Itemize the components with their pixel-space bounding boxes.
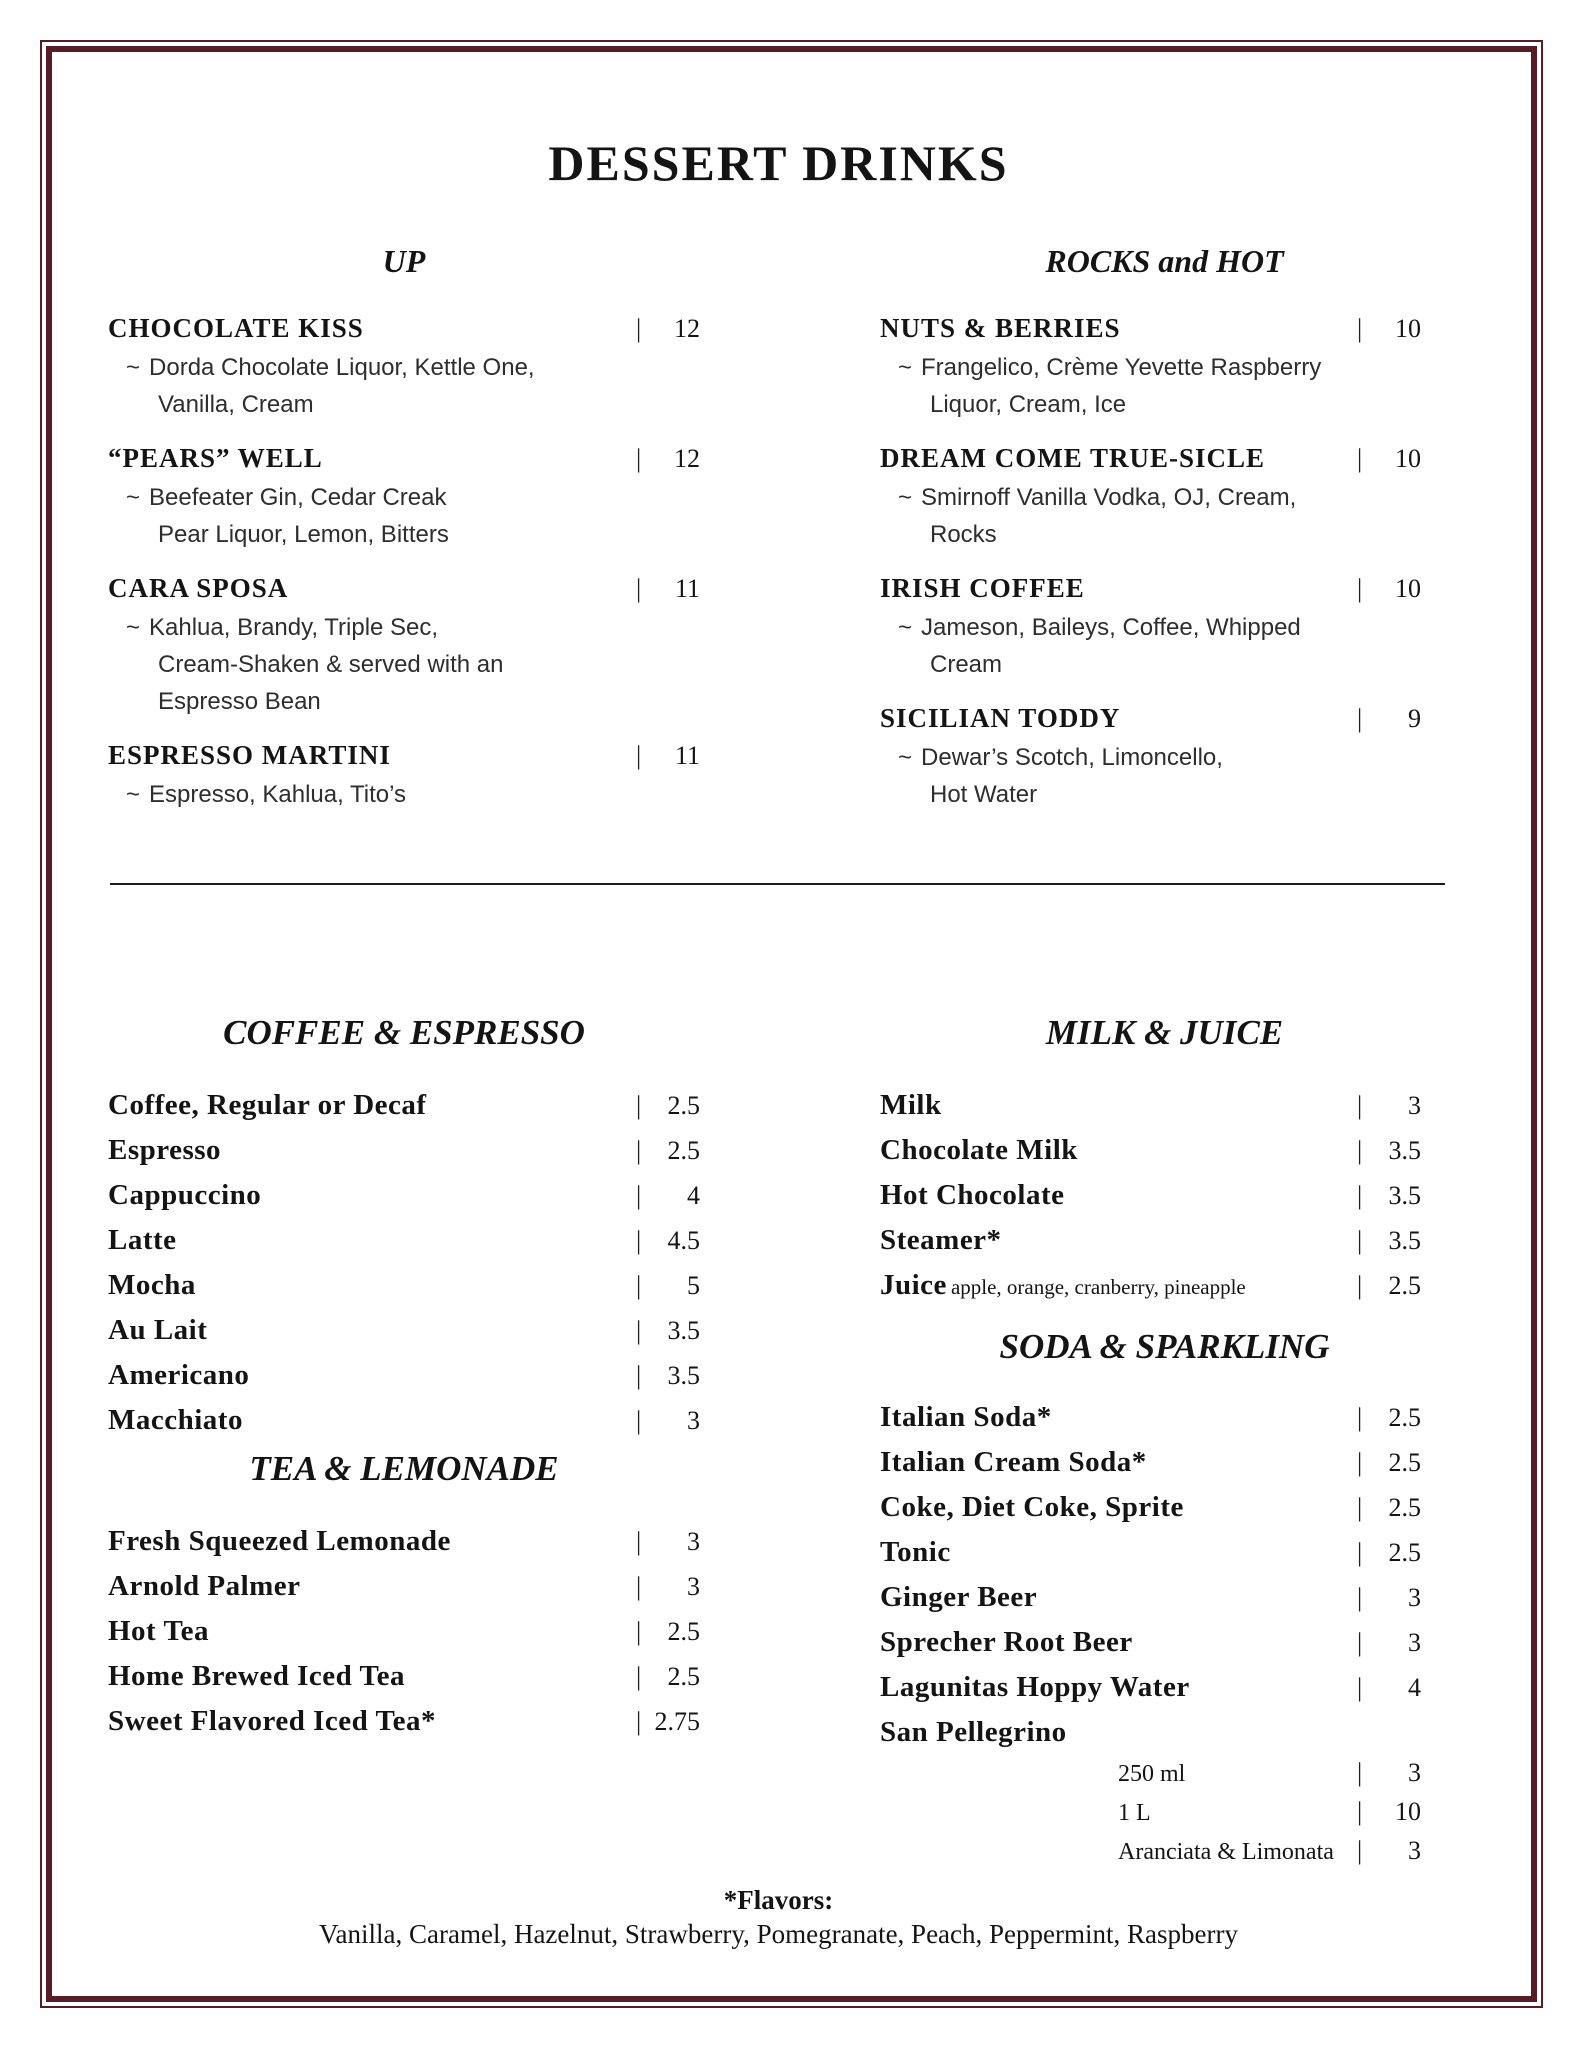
menu-row-italian-cream-soda: [880, 1440, 1449, 1485]
price-value: 3: [687, 1406, 700, 1435]
price-value: 10: [1395, 444, 1421, 473]
price-divider: |: [636, 1572, 642, 1601]
menu-item-cara-sposa: [108, 567, 700, 720]
item-name: DREAM COME TRUE-SICLE: [880, 443, 1266, 473]
coffee-item-list: [108, 1083, 700, 1443]
menu-row-san-pellegrino: [880, 1710, 1449, 1754]
item-name: Arnold Palmer: [108, 1570, 301, 1602]
item-price: [1357, 1264, 1421, 1308]
price-divider: |: [636, 574, 642, 603]
item-name: Hot Chocolate: [880, 1179, 1065, 1211]
tilde-prefix: ~: [898, 614, 913, 641]
description-text: Dewar’s Scotch, Limoncello,: [921, 744, 1223, 771]
menu-row-espresso: [108, 1128, 700, 1173]
section-tea-heading: TEA & LEMONADE: [249, 1449, 559, 1488]
item-name: Tonic: [880, 1536, 951, 1568]
item-name: CHOCOLATE KISS: [108, 313, 364, 343]
juice-varieties: apple, orange, cranberry, pineapple: [950, 1275, 1246, 1299]
section-rocks-and-hot: [880, 241, 1449, 827]
price-divider: |: [1357, 1136, 1363, 1165]
menu-row-lagunitas-hoppy-water: [880, 1665, 1449, 1710]
menu-row-ginger-beer: [880, 1575, 1449, 1620]
item-price: [636, 1655, 700, 1699]
item-description: Liquor, Cream, Ice: [930, 391, 1127, 418]
menu-subrow-1l: [880, 1793, 1449, 1832]
price-divider: |: [636, 1707, 642, 1736]
menu-row-coffee-regular-decaf: [108, 1083, 700, 1128]
menu-row-hot-chocolate: [880, 1173, 1449, 1218]
price-value: 3.5: [1388, 1181, 1421, 1210]
menu-subrow-aranciata-limonata: [880, 1832, 1449, 1871]
item-description: [108, 776, 700, 813]
tea-item-list: [108, 1519, 700, 1744]
price-value: 3: [1408, 1758, 1421, 1787]
price-value: 3: [1408, 1583, 1421, 1612]
tilde-prefix: ~: [898, 744, 913, 771]
menu-row-chocolate-milk: [880, 1128, 1449, 1173]
item-name: Mocha: [108, 1269, 196, 1301]
item-price: [636, 1174, 700, 1218]
price-value: 3: [687, 1527, 700, 1556]
item-description: [108, 349, 700, 386]
price-divider: |: [1357, 1448, 1363, 1477]
price-value: 2.5: [1388, 1493, 1421, 1522]
price-value: 2.5: [1388, 1271, 1421, 1300]
price-value: 2.5: [667, 1617, 700, 1646]
item-name: Lagunitas Hoppy Water: [880, 1671, 1190, 1703]
tilde-prefix: ~: [126, 781, 141, 808]
section-milk-heading: MILK & JUICE: [1045, 1013, 1284, 1052]
flavors-footer: [108, 1883, 1449, 1951]
item-description: [880, 739, 1449, 776]
item-name: Italian Soda*: [880, 1401, 1052, 1433]
item-price: [636, 1520, 700, 1564]
item-description: [108, 609, 700, 646]
item-description: Hot Water: [930, 781, 1038, 808]
price-divider: |: [1357, 1758, 1363, 1787]
price-divider: |: [636, 1316, 642, 1345]
price-divider: |: [1357, 1628, 1363, 1657]
menu-row-arnold-palmer: [108, 1564, 700, 1609]
price-divider: |: [1357, 1797, 1363, 1826]
item-price: [1357, 444, 1421, 474]
item-price: [1357, 1129, 1421, 1173]
item-price: [1357, 574, 1421, 604]
menu-row-macchiato: [108, 1398, 700, 1443]
flavors-label: *Flavors:: [723, 1885, 834, 1915]
milk-item-list: [880, 1083, 1449, 1309]
page-title: DESSERT DRINKS: [548, 135, 1009, 191]
price-divider: |: [636, 1617, 642, 1646]
price-divider: |: [1357, 704, 1363, 733]
item-description: [880, 479, 1449, 516]
price-divider: |: [1357, 1836, 1363, 1865]
item-name: Coke, Diet Coke, Sprite: [880, 1491, 1184, 1523]
menu-item-espresso-martini: [108, 734, 700, 813]
item-price: [636, 1264, 700, 1308]
item-description: Espresso Bean: [158, 688, 321, 715]
item-name: SICILIAN TODDY: [880, 703, 1121, 733]
item-price: [1357, 1754, 1421, 1792]
soda-item-list: [880, 1395, 1449, 1871]
item-price: [636, 1610, 700, 1654]
price-divider: |: [1357, 1538, 1363, 1567]
price-divider: |: [1357, 1583, 1363, 1612]
menu-row-au-lait: [108, 1308, 700, 1353]
menu-item-irish-coffee: [880, 567, 1449, 683]
price-value: 3.5: [1388, 1136, 1421, 1165]
item-price: [636, 1129, 700, 1173]
menu-item-chocolate-kiss: [108, 307, 700, 423]
item-name: Macchiato: [108, 1404, 243, 1436]
cocktail-columns: [108, 241, 1449, 827]
item-price: [636, 1084, 700, 1128]
price-value: 2.5: [1388, 1448, 1421, 1477]
item-name: Milk: [880, 1089, 942, 1121]
item-price: [636, 1219, 700, 1263]
price-divider: |: [1357, 314, 1363, 343]
price-value: 3: [1408, 1628, 1421, 1657]
price-divider: |: [636, 1091, 642, 1120]
item-price: [636, 1309, 700, 1353]
price-divider: |: [636, 314, 642, 343]
item-name: San Pellegrino: [880, 1716, 1067, 1748]
menu-row-coke-diet-coke-sprite: [880, 1485, 1449, 1530]
price-value: 4.5: [667, 1226, 700, 1255]
item-price: [1357, 1793, 1421, 1831]
price-divider: |: [1357, 574, 1363, 603]
item-name: Italian Cream Soda*: [880, 1446, 1147, 1478]
item-name: Sweet Flavored Iced Tea*: [108, 1705, 437, 1737]
menu-row-latte: [108, 1218, 700, 1263]
section-up: [108, 241, 700, 827]
flavors-list: Vanilla, Caramel, Hazelnut, Strawberry, Pomegranate, Peach, Peppermint, Raspberry: [319, 1919, 1238, 1949]
description-text: Frangelico, Crème Yevette Raspberry: [921, 354, 1322, 381]
item-header: [108, 437, 700, 479]
section-soda-heading: SODA & SPARKLING: [999, 1327, 1330, 1366]
item-price: [1357, 1666, 1421, 1710]
item-name-main: Juice: [880, 1269, 947, 1301]
price-value: 10: [1395, 314, 1421, 343]
item-price: [1357, 1174, 1421, 1218]
item-name: Home Brewed Iced Tea: [108, 1660, 406, 1692]
menu-item-sicilian-toddy: [880, 697, 1449, 813]
description-text: Kahlua, Brandy, Triple Sec,: [149, 614, 439, 641]
item-price: [636, 444, 700, 474]
description-text: Jameson, Baileys, Coffee, Whipped: [921, 614, 1301, 641]
item-price: [1357, 1832, 1421, 1870]
item-price: [1357, 314, 1421, 344]
item-header: [108, 307, 700, 349]
menu-row-milk: [880, 1083, 1449, 1128]
item-price: [1357, 1441, 1421, 1485]
item-name: CARA SPOSA: [108, 573, 289, 603]
description-text: Espresso, Kahlua, Tito’s: [149, 781, 407, 808]
menu-row-steamer: [880, 1218, 1449, 1263]
item-name: Aranciata & Limonata: [1118, 1839, 1334, 1865]
item-name: Au Lait: [108, 1314, 208, 1346]
description-text: Dorda Chocolate Liquor, Kettle One,: [149, 354, 535, 381]
price-divider: |: [636, 1181, 642, 1210]
price-divider: |: [636, 741, 642, 770]
price-divider: |: [636, 1527, 642, 1556]
item-name: “PEARS” WELL: [108, 443, 323, 473]
item-name: 1 L: [1118, 1800, 1151, 1826]
tilde-prefix: ~: [898, 484, 913, 511]
item-name: Cappuccino: [108, 1179, 262, 1211]
section-rocks-heading: ROCKS and HOT: [1045, 243, 1284, 279]
item-price: [636, 1399, 700, 1443]
price-divider: |: [636, 1406, 642, 1435]
price-value: 10: [1395, 1797, 1421, 1826]
item-name: Hot Tea: [108, 1615, 209, 1647]
tilde-prefix: ~: [126, 354, 141, 381]
price-value: 12: [674, 444, 700, 473]
item-description: Cream: [930, 651, 1003, 678]
menu-row-mocha: [108, 1263, 700, 1308]
tilde-prefix: ~: [126, 614, 141, 641]
item-name: Steamer*: [880, 1224, 1002, 1256]
item-description: [108, 479, 700, 516]
item-name: Americano: [108, 1359, 250, 1391]
tilde-prefix: ~: [898, 354, 913, 381]
item-price: [1357, 1219, 1421, 1263]
price-divider: |: [1357, 1493, 1363, 1522]
menu-row-sweet-flavored-iced-tea: [108, 1699, 700, 1744]
price-value: 3.5: [667, 1316, 700, 1345]
item-header: [880, 697, 1449, 739]
description-text: Smirnoff Vanilla Vodka, OJ, Cream,: [921, 484, 1297, 511]
item-description: Pear Liquor, Lemon, Bitters: [158, 521, 449, 548]
item-name: Coffee, Regular or Decaf: [108, 1089, 427, 1121]
item-name: ESPRESSO MARTINI: [108, 740, 391, 770]
item-name: 250 ml: [1118, 1761, 1186, 1787]
item-name: IRISH COFFEE: [880, 573, 1085, 603]
menu-item-nuts-berries: [880, 307, 1449, 423]
item-name: Latte: [108, 1224, 177, 1256]
item-price: [1357, 1486, 1421, 1530]
item-price: [636, 1700, 700, 1744]
item-description: [880, 349, 1449, 386]
item-name: [880, 1263, 1357, 1309]
item-price: [636, 1565, 700, 1609]
price-divider: |: [1357, 1673, 1363, 1702]
item-header: [880, 437, 1449, 479]
item-price: [636, 314, 700, 344]
menu-row-juice: [880, 1263, 1449, 1309]
section-milk-juice: [880, 885, 1449, 1871]
price-value: 4: [687, 1181, 700, 1210]
menu-item-pears-well: [108, 437, 700, 553]
page-border-inner: [46, 46, 1537, 2002]
item-name: Sprecher Root Beer: [880, 1626, 1133, 1658]
price-value: 3: [1408, 1091, 1421, 1120]
item-header: [880, 307, 1449, 349]
menu-row-fresh-squeezed-lemonade: [108, 1519, 700, 1564]
up-item-list: [108, 307, 700, 813]
item-name: Fresh Squeezed Lemonade: [108, 1525, 451, 1557]
item-price: [636, 741, 700, 771]
price-divider: |: [636, 1136, 642, 1165]
item-price: [1357, 1396, 1421, 1440]
menu-row-home-brewed-iced-tea: [108, 1654, 700, 1699]
price-value: 2.5: [1388, 1403, 1421, 1432]
price-divider: |: [636, 1226, 642, 1255]
item-price: [1357, 1084, 1421, 1128]
menu-item-dream-come-true-sicle: [880, 437, 1449, 553]
item-price: [1357, 1576, 1421, 1620]
price-value: 9: [1408, 704, 1421, 733]
description-text: Beefeater Gin, Cedar Creak: [149, 484, 447, 511]
menu-row-hot-tea: [108, 1609, 700, 1654]
price-value: 3: [1408, 1836, 1421, 1865]
price-divider: |: [1357, 1403, 1363, 1432]
price-divider: |: [636, 1361, 642, 1390]
menu-row-cappuccino: [108, 1173, 700, 1218]
price-value: 10: [1395, 574, 1421, 603]
price-value: 4: [1408, 1673, 1421, 1702]
price-value: 3.5: [1388, 1226, 1421, 1255]
item-price: [636, 1354, 700, 1398]
price-divider: |: [636, 1271, 642, 1300]
item-description: [880, 609, 1449, 646]
item-header: [108, 567, 700, 609]
price-divider: |: [1357, 1091, 1363, 1120]
price-value: 12: [674, 314, 700, 343]
item-header: [880, 567, 1449, 609]
price-value: 2.5: [1388, 1538, 1421, 1567]
price-divider: |: [1357, 1271, 1363, 1300]
item-description: Rocks: [930, 521, 997, 548]
item-header: [108, 734, 700, 776]
section-coffee-heading: COFFEE & ESPRESSO: [223, 1013, 585, 1052]
menu-row-americano: [108, 1353, 700, 1398]
price-value: 11: [674, 741, 700, 770]
price-divider: |: [1357, 1226, 1363, 1255]
item-name: Espresso: [108, 1134, 222, 1166]
item-name: NUTS & BERRIES: [880, 313, 1121, 343]
price-divider: |: [1357, 1181, 1363, 1210]
menu-row-sprecher-root-beer: [880, 1620, 1449, 1665]
item-price: [1357, 1531, 1421, 1575]
section-coffee-espresso: [108, 885, 700, 1871]
rocks-item-list: [880, 307, 1449, 813]
price-divider: |: [636, 1662, 642, 1691]
price-divider: |: [1357, 444, 1363, 473]
tilde-prefix: ~: [126, 484, 141, 511]
item-description: Cream-Shaken & served with an: [158, 651, 504, 678]
menu-row-italian-soda: [880, 1395, 1449, 1440]
item-price: [1357, 704, 1421, 734]
price-value: 3: [687, 1572, 700, 1601]
price-value: 2.5: [667, 1091, 700, 1120]
nonalcoholic-columns: [108, 885, 1449, 1871]
item-price: [636, 574, 700, 604]
price-value: 2.75: [654, 1707, 700, 1736]
price-value: 5: [687, 1271, 700, 1300]
price-divider: |: [636, 444, 642, 473]
page-border-outer: [40, 40, 1543, 2008]
price-value: 2.5: [667, 1662, 700, 1691]
item-name: Chocolate Milk: [880, 1134, 1078, 1166]
price-value: 2.5: [667, 1136, 700, 1165]
section-up-heading: UP: [382, 243, 426, 279]
menu-subrow-250ml: [880, 1754, 1449, 1793]
price-value: 3.5: [667, 1361, 700, 1390]
price-value: 11: [674, 574, 700, 603]
item-price: [1357, 1621, 1421, 1665]
menu-row-tonic: [880, 1530, 1449, 1575]
item-description: Vanilla, Cream: [158, 391, 314, 418]
item-name: Ginger Beer: [880, 1581, 1038, 1613]
